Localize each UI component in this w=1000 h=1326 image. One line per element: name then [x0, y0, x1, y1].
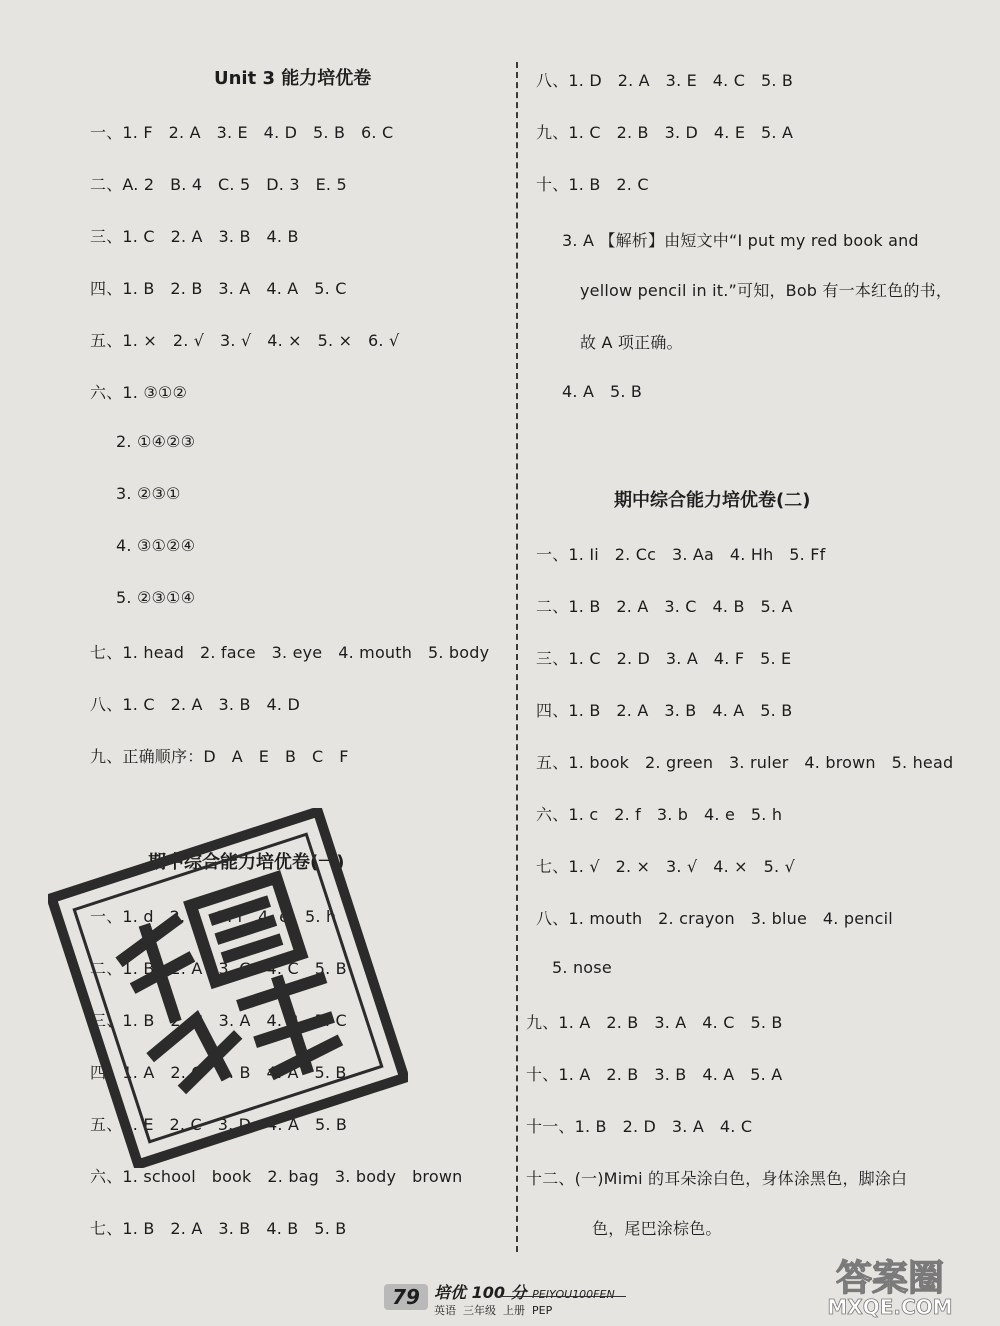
answer-line: 5. ②③①④ — [116, 588, 196, 607]
answer-line: 4. ③①②④ — [116, 536, 196, 555]
answer-line: 三、1. C 2. A 3. B 4. B — [90, 227, 299, 246]
midterm2-title: 期中综合能力培优卷(二) — [614, 490, 811, 511]
answer-line: 八、1. C 2. A 3. B 4. D — [90, 695, 300, 714]
answer-line: 四、1. A 2. C 3. B 4. A 5. B — [90, 1063, 347, 1082]
answer-line: 三、1. B 2. C 3. A 4. B 5. C — [90, 1011, 347, 1030]
answer-line: 七、1. head 2. face 3. eye 4. mouth 5. body — [90, 643, 490, 662]
watermark-url: MXQE.COM — [827, 1295, 953, 1319]
answer-line: 九、正确顺序：D A E B C F — [90, 747, 349, 766]
answer-line: 3. A 【解析】由短文中“I put my red book and — [562, 231, 919, 250]
answer-line: 色，尾巴涂棕色。 — [592, 1219, 722, 1238]
answer-line: 故 A 项正确。 — [580, 333, 683, 352]
answer-line: 十一、1. B 2. D 3. A 4. C — [526, 1117, 753, 1136]
unit3-title: Unit 3 能力培优卷 — [214, 68, 372, 89]
answer-line: 三、1. C 2. D 3. A 4. F 5. E — [536, 649, 792, 668]
answer-line: yellow pencil in it.”可知，Bob 有一本红色的书， — [580, 281, 953, 300]
footer-subtitle: 英语 三年级 上册 PEP — [434, 1304, 553, 1317]
footer-arrow-line — [496, 1296, 626, 1297]
answer-line: 八、1. mouth 2. crayon 3. blue 4. pencil — [536, 909, 893, 928]
midterm1-title: 期中综合能力培优卷(一) — [148, 852, 345, 873]
answer-line: 一、1. Ii 2. Cc 3. Aa 4. Hh 5. Ff — [536, 545, 826, 564]
answer-line: 二、1. B 2. A 3. C 4. B 5. A — [536, 597, 793, 616]
answer-line: 4. A 5. B — [562, 382, 643, 401]
watermark-text: 答案圈 — [835, 1258, 945, 1299]
answer-line: 2. ①④②③ — [116, 432, 196, 451]
brand-name: 培优 100 分 PEIYOU100FEN — [434, 1283, 615, 1302]
answer-line: 六、1. school book 2. bag 3. body brown — [90, 1167, 463, 1186]
answer-line: 十、1. B 2. C — [536, 175, 649, 194]
brand-pinyin: PEIYOU100FEN — [532, 1288, 615, 1301]
answer-line: 二、1. B 2. A 3. C 4. C 5. B — [90, 959, 347, 978]
page-number: 79 — [384, 1284, 428, 1310]
answer-line: 五、1. E 2. C 3. D 4. A 5. B — [90, 1115, 348, 1134]
answer-line: 九、1. C 2. B 3. D 4. E 5. A — [536, 123, 794, 142]
watermark-logo — [790, 1250, 990, 1320]
answer-line: 八、1. D 2. A 3. E 4. C 5. B — [536, 71, 794, 90]
answer-line: 十二、(一)Mimi 的耳朵涂白色，身体涂黑色，脚涂白 — [526, 1169, 908, 1188]
seal-stamp-icon — [48, 808, 408, 1168]
answer-line: 5. nose — [552, 958, 612, 977]
answer-line: 九、1. A 2. B 3. A 4. C 5. B — [526, 1013, 783, 1032]
answer-line: 一、1. d 2. g 3. i 4. e 5. h — [90, 907, 337, 926]
answer-line: 十、1. A 2. B 3. B 4. A 5. A — [526, 1065, 783, 1084]
answer-line: 四、1. B 2. A 3. B 4. A 5. B — [536, 701, 793, 720]
answer-line: 五、1. × 2. √ 3. √ 4. × 5. × 6. √ — [90, 331, 400, 350]
answer-line: 七、1. √ 2. × 3. √ 4. × 5. √ — [536, 857, 795, 876]
answer-line: 六、1. c 2. f 3. b 4. e 5. h — [536, 805, 783, 824]
answer-line: 一、1. F 2. A 3. E 4. D 5. B 6. C — [90, 123, 394, 142]
answer-line: 七、1. B 2. A 3. B 4. B 5. B — [90, 1219, 347, 1238]
answer-line: 二、A. 2 B. 4 C. 5 D. 3 E. 5 — [90, 175, 347, 194]
answer-line: 五、1. book 2. green 3. ruler 4. brown 5. head — [536, 753, 954, 772]
answer-line: 四、1. B 2. B 3. A 4. A 5. C — [90, 279, 347, 298]
answer-line: 六、1. ③①② — [90, 383, 187, 402]
answer-line: 3. ②③① — [116, 484, 181, 503]
column-divider — [516, 62, 518, 1252]
